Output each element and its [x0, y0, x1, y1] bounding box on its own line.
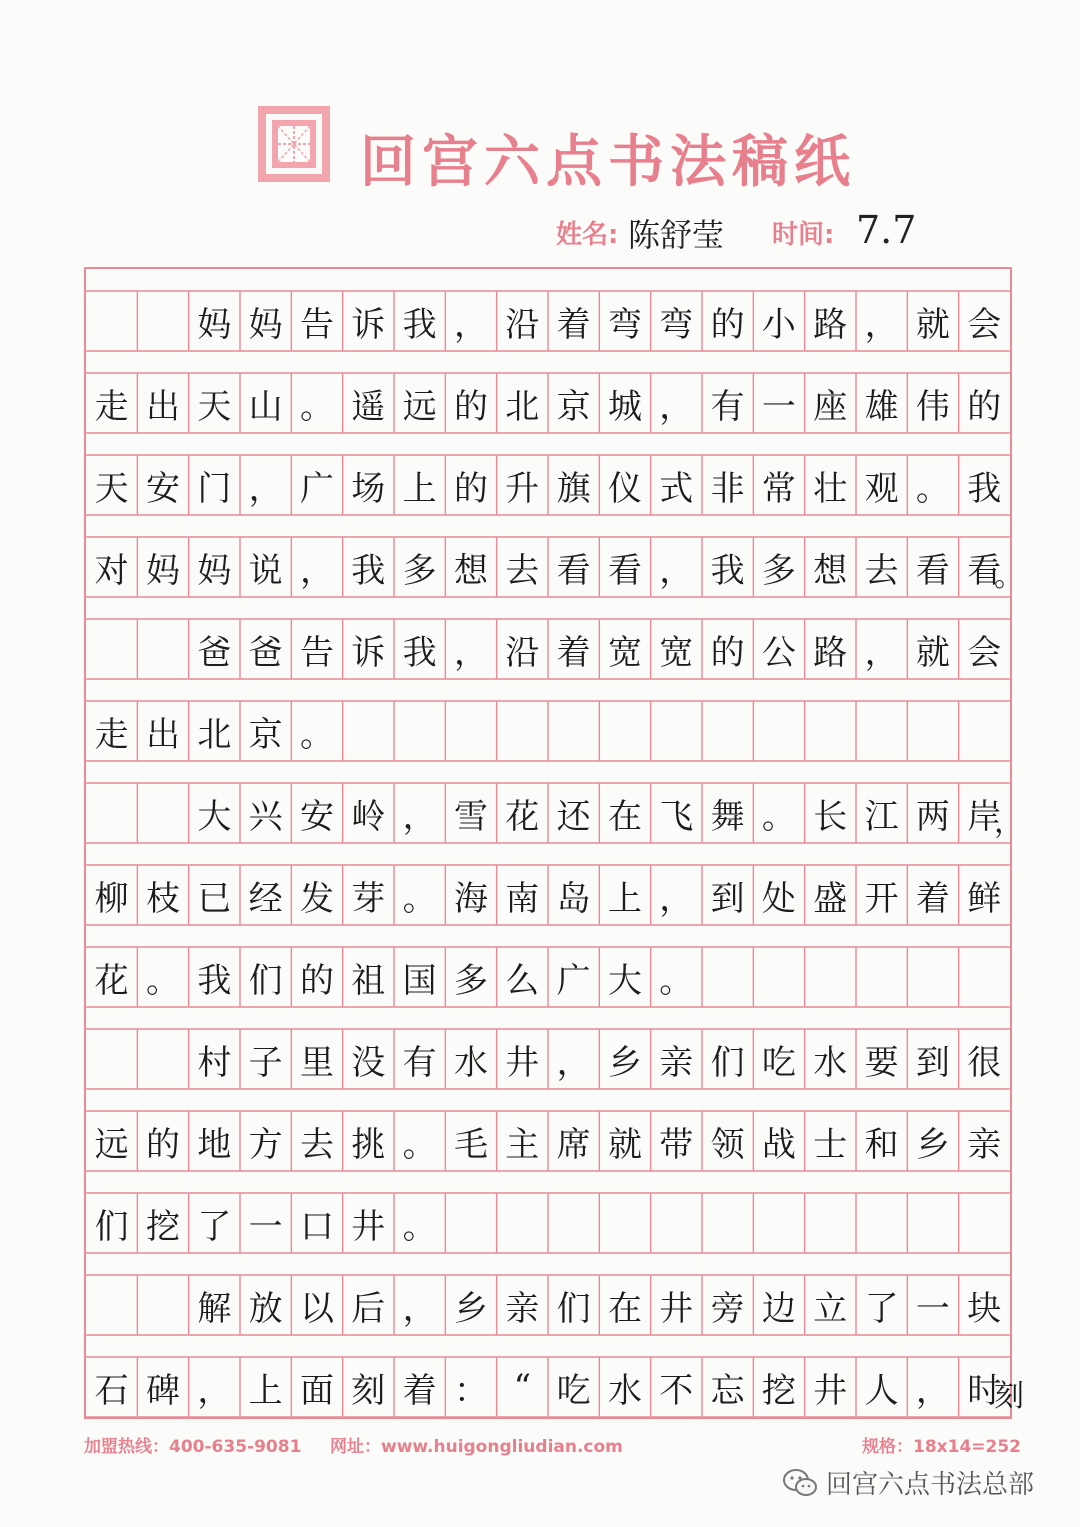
grid-cell: 了: [197, 1206, 232, 1247]
grid-cell: 远: [402, 386, 437, 427]
grid-cell: 。: [299, 386, 334, 427]
grid-cell: 上: [248, 1370, 283, 1411]
overflow-punctuation: ，: [994, 805, 1024, 840]
wechat-icon: [782, 1468, 818, 1498]
grid-cell: 升: [505, 468, 540, 509]
name-label: 姓名:: [556, 220, 619, 250]
footer-website: 网址：www.huigongliudian.com: [330, 1437, 623, 1457]
grid-cell: 发: [299, 878, 334, 919]
grid-cell: 水: [813, 1042, 848, 1083]
grid-cell: 说: [248, 550, 283, 591]
grid-cell: 出: [145, 386, 180, 427]
grid-cell: ，: [402, 1288, 437, 1329]
grid-cell: 以: [299, 1288, 334, 1329]
grid-cell: 广: [299, 468, 334, 509]
grid-cell: 遥: [351, 386, 386, 427]
grid-cell: 京: [556, 386, 591, 427]
grid-cell: [497, 701, 548, 761]
grid-cell: 井: [659, 1288, 694, 1329]
grid-cell: 门: [197, 468, 232, 509]
grid-cell: 雄: [864, 386, 899, 427]
grid-cell: 弯: [659, 304, 694, 345]
grid-row: [86, 455, 1010, 515]
grid-cell: 非: [710, 468, 745, 509]
grid-cell: ，: [556, 1042, 591, 1083]
grid-cell: 处: [761, 878, 796, 919]
grid-cell: 们: [94, 1206, 129, 1247]
grid-cell: [343, 701, 394, 761]
grid-cell: 着: [556, 632, 591, 673]
grid-cell: 长: [813, 796, 848, 837]
grid-cell: 岭: [351, 796, 386, 837]
grid-cell: 常: [761, 468, 796, 509]
grid-cell: 大: [197, 796, 232, 837]
grid-cell: [445, 1193, 496, 1253]
grid-cell: 就: [915, 304, 950, 345]
grid-cell: ，: [453, 304, 488, 345]
grid-cell: 沿: [505, 304, 540, 345]
grid-cell: 南: [505, 878, 540, 919]
grid-cell: 一: [915, 1288, 950, 1329]
grid-cell: [959, 1193, 1010, 1253]
grid-cell: 块: [967, 1288, 1002, 1329]
grid-cell: 没: [351, 1042, 386, 1083]
grid-cell: 。: [402, 1124, 437, 1165]
grid-cell: 碑: [145, 1370, 180, 1411]
grid-cell: 公: [761, 632, 796, 673]
grid-cell: 主: [505, 1124, 540, 1165]
grid-cell: 多: [402, 550, 437, 591]
grid-cell: 的: [710, 304, 745, 345]
grid-cell: 挑: [351, 1124, 386, 1165]
grid-cell: 妈: [197, 550, 232, 591]
grid-cell: 。: [659, 960, 694, 1001]
grid-cell: [548, 1193, 599, 1253]
grid-cell: 上: [607, 878, 642, 919]
grid-cell: 去: [505, 550, 540, 591]
grid-cell: 旁: [710, 1288, 745, 1329]
grid-cell: ，: [659, 878, 694, 919]
grid-cell: 走: [94, 386, 129, 427]
grid-cell: 雪: [453, 796, 488, 837]
grid-cell: 还: [556, 796, 591, 837]
grid-row: [86, 1275, 1010, 1335]
grid-cell: 亲: [967, 1124, 1002, 1165]
grid-cell: 挖: [761, 1370, 796, 1411]
grid-cell: [497, 1193, 548, 1253]
writing-grid: [84, 267, 1024, 1419]
grid-row: [86, 1193, 1010, 1253]
grid-cell: 到: [915, 1042, 950, 1083]
grid-row: [86, 373, 1010, 433]
grid-cell: 的: [967, 386, 1002, 427]
grid-cell: 去: [864, 550, 899, 591]
grid-cell: 要: [864, 1042, 899, 1083]
grid-cell: 吃: [761, 1042, 796, 1083]
grid-cell: 。: [761, 796, 796, 837]
grid-cell: 么: [505, 960, 540, 1001]
grid-cell: [445, 701, 496, 761]
grid-row: [86, 783, 1024, 843]
grid-cell: 枝: [145, 878, 180, 919]
grid-cell: [907, 701, 958, 761]
grid-cell: 祖: [351, 960, 386, 1001]
grid-cell: 的: [299, 960, 334, 1001]
grid-cell: [86, 1275, 137, 1335]
grid-cell: 我: [197, 960, 232, 1001]
grid-cell: 妈: [248, 304, 283, 345]
grid-cell: 吃: [556, 1370, 591, 1411]
grid-cell: 海: [453, 878, 488, 919]
grid-cell: 乡: [453, 1288, 488, 1329]
grid-cell: 了: [864, 1288, 899, 1329]
grid-cell: 着: [915, 878, 950, 919]
grid-row: [86, 537, 1024, 597]
grid-cell: 开: [864, 878, 899, 919]
grid-cell: [599, 701, 650, 761]
grid-cell: [907, 947, 958, 1007]
overflow-punctuation: 刻: [994, 1379, 1024, 1414]
grid-cell: 不: [659, 1370, 694, 1411]
grid-cell: 场: [351, 468, 386, 509]
grid-cell: 一: [248, 1206, 283, 1247]
grid-cell: 江: [864, 796, 899, 837]
grid-cell: ，: [659, 386, 694, 427]
grid-cell: 妈: [145, 550, 180, 591]
grid-row: [86, 1029, 1010, 1089]
grid-cell: 宽: [659, 632, 694, 673]
overflow-punctuation: 。: [994, 559, 1024, 594]
grid-cell: 座: [813, 386, 848, 427]
grid-cell: 口: [299, 1206, 334, 1247]
grid-cell: 路: [813, 632, 848, 673]
grid-cell: 对: [94, 550, 129, 591]
grid-cell: 有: [710, 386, 745, 427]
grid-cell: 挖: [145, 1206, 180, 1247]
grid-cell: ，: [864, 304, 899, 345]
grid-cell: 上: [402, 468, 437, 509]
grid-cell: 里: [299, 1042, 334, 1083]
grid-cell: 广: [556, 960, 591, 1001]
grid-row: [86, 947, 1010, 1007]
grid-cell: 我: [402, 632, 437, 673]
grid-cell: 后: [351, 1288, 386, 1329]
grid-cell: 有: [402, 1042, 437, 1083]
grid-cell: 国: [402, 960, 437, 1001]
grid-cell: 两: [915, 796, 950, 837]
grid-cell: 看: [556, 550, 591, 591]
grid-cell: 伟: [915, 386, 950, 427]
grid-cell: [137, 291, 188, 351]
grid-cell: 远: [94, 1124, 129, 1165]
grid-cell: 战: [761, 1124, 796, 1165]
grid-cell: [753, 1193, 804, 1253]
grid-cell: [137, 783, 188, 843]
grid-cell: 会: [967, 632, 1002, 673]
grid-cell: [702, 1193, 753, 1253]
grid-cell: 乡: [607, 1042, 642, 1083]
grid-cell: 面: [299, 1370, 334, 1411]
grid-cell: 多: [453, 960, 488, 1001]
grid-cell: [86, 783, 137, 843]
grid-cell: 的: [453, 386, 488, 427]
wechat-account-name: 回宫六点书法总部: [826, 1470, 1035, 1500]
grid-cell: ，: [915, 1370, 950, 1411]
grid-cell: [702, 701, 753, 761]
grid-cell: [959, 947, 1010, 1007]
grid-row: [86, 1111, 1010, 1171]
grid-cell: 。: [299, 714, 334, 755]
grid-cell: 式: [659, 468, 694, 509]
grid-cell: 地: [197, 1124, 232, 1165]
grid-cell: 水: [607, 1370, 642, 1411]
grid-cell: 子: [248, 1042, 283, 1083]
grid-cell: 诉: [351, 632, 386, 673]
grid-cell: 在: [607, 796, 642, 837]
grid-cell: 告: [299, 304, 334, 345]
grid-cell: 看: [915, 550, 950, 591]
grid-cell: 安: [299, 796, 334, 837]
grid-cell: [86, 619, 137, 679]
grid-cell: [651, 1193, 702, 1253]
grid-cell: ，: [197, 1370, 232, 1411]
grid-cell: 我: [402, 304, 437, 345]
name-value: 陈舒莹: [628, 216, 725, 254]
grid-cell: ，: [299, 550, 334, 591]
grid-cell: [907, 1193, 958, 1253]
grid-cell: 的: [145, 1124, 180, 1165]
grid-cell: 石: [94, 1370, 129, 1411]
grid-cell: 和: [864, 1124, 899, 1165]
grid-row: [86, 619, 1010, 679]
grid-cell: 岛: [556, 878, 591, 919]
grid-cell: 会: [967, 304, 1002, 345]
grid-cell: 芽: [351, 878, 386, 919]
grid-row: [86, 865, 1010, 925]
grid-cell: [137, 1275, 188, 1335]
grid-cell: 天: [197, 386, 232, 427]
grid-cell: 想: [453, 550, 488, 591]
grid-cell: 在: [607, 1288, 642, 1329]
grid-cell: 乡: [915, 1124, 950, 1165]
time-value: 7.7: [856, 208, 917, 252]
grid-cell: [86, 1029, 137, 1089]
grid-cell: 解: [197, 1288, 232, 1329]
grid-cell: 柳: [94, 878, 129, 919]
grid-cell: 沿: [505, 632, 540, 673]
grid-cell: [959, 701, 1010, 761]
grid-cell: [753, 701, 804, 761]
grid-cell: 士: [813, 1124, 848, 1165]
grid-cell: 天: [94, 468, 129, 509]
grid-cell: 山: [248, 386, 283, 427]
grid-cell: 想: [813, 550, 848, 591]
grid-cell: 刻: [351, 1370, 386, 1411]
grid-cell: 着: [402, 1370, 437, 1411]
grid-cell: 我: [967, 468, 1002, 509]
grid-cell: 就: [915, 632, 950, 673]
grid-cell: 带: [659, 1124, 694, 1165]
grid-cell: 到: [710, 878, 745, 919]
grid-cell: 京: [248, 714, 283, 755]
grid-cell: 边: [761, 1288, 796, 1329]
grid-cell: 观: [864, 468, 899, 509]
grid-cell: 盛: [813, 878, 848, 919]
grid-cell: ，: [659, 550, 694, 591]
grid-cell: 们: [710, 1042, 745, 1083]
grid-row: [86, 291, 1010, 351]
grid-cell: 安: [145, 468, 180, 509]
grid-cell: 出: [145, 714, 180, 755]
grid-cell: 告: [299, 632, 334, 673]
grid-cell: 方: [248, 1124, 283, 1165]
grid-cell: 很: [967, 1042, 1002, 1083]
grid-cell: 一: [761, 386, 796, 427]
grid-cell: 大: [607, 960, 642, 1001]
grid-cell: 井: [505, 1042, 540, 1083]
grid-cell: [856, 947, 907, 1007]
grid-cell: 小: [761, 304, 796, 345]
grid-cell: 北: [197, 714, 232, 755]
grid-cell: 们: [556, 1288, 591, 1329]
grid-cell: 仪: [607, 468, 642, 509]
grid-cell: 妈: [197, 304, 232, 345]
brand-logo-icon: [256, 104, 332, 184]
grid-cell: 多: [761, 550, 796, 591]
grid-cell: [651, 701, 702, 761]
grid-cell: ，: [248, 468, 283, 509]
grid-cell: 爸: [248, 632, 283, 673]
grid-cell: 毛: [453, 1124, 488, 1165]
grid-cell: [137, 1029, 188, 1089]
grid-cell: 。: [402, 1206, 437, 1247]
grid-cell: 弯: [607, 304, 642, 345]
grid-cell: 岸: [967, 796, 1002, 837]
grid-cell: [137, 619, 188, 679]
grid-cell: [805, 701, 856, 761]
grid-row: [86, 701, 1010, 761]
grid-cell: 旗: [556, 468, 591, 509]
grid-cell: “: [513, 1367, 531, 1407]
grid-cell: 爸: [197, 632, 232, 673]
sheet-title: 回宫六点书法稿纸: [360, 129, 856, 195]
grid-cell: 看: [607, 550, 642, 591]
footer-hotline: 加盟热线：400-635-9081: [84, 1437, 302, 1457]
footer-spec: 规格：18x14=252: [862, 1437, 1022, 1457]
grid-cell: 忘: [710, 1370, 745, 1411]
grid-cell: [753, 947, 804, 1007]
grid-cell: ，: [864, 632, 899, 673]
grid-cell: 诉: [351, 304, 386, 345]
grid-cell: 人: [864, 1370, 899, 1411]
grid-cell: 们: [248, 960, 283, 1001]
grid-cell: [86, 291, 137, 351]
grid-cell: 城: [607, 386, 642, 427]
grid-cell: 放: [248, 1288, 283, 1329]
grid-cell: 村: [197, 1042, 232, 1083]
grid-cell: 。: [145, 960, 180, 1001]
grid-cell: 我: [710, 550, 745, 591]
time-label: 时间:: [772, 220, 835, 250]
grid-cell: ，: [402, 796, 437, 837]
grid-cell: 飞: [659, 796, 694, 837]
grid-cell: [599, 1193, 650, 1253]
grid-cell: 立: [813, 1288, 848, 1329]
grid-cell: [805, 947, 856, 1007]
grid-cell: 鲜: [967, 878, 1002, 919]
grid-cell: 看: [967, 550, 1002, 591]
grid-cell: 领: [710, 1124, 745, 1165]
grid-cell: 时: [967, 1370, 1002, 1411]
grid-cell: 壮: [813, 468, 848, 509]
grid-cell: 的: [710, 632, 745, 673]
grid-cell: 舞: [710, 796, 745, 837]
grid-cell: [548, 701, 599, 761]
grid-cell: 花: [94, 960, 129, 1001]
grid-cell: [702, 947, 753, 1007]
grid-cell: 经: [248, 878, 283, 919]
grid-cell: 亲: [659, 1042, 694, 1083]
grid-cell: 已: [197, 878, 232, 919]
grid-cell: 井: [351, 1206, 386, 1247]
grid-cell: 我: [351, 550, 386, 591]
grid-cell: 。: [915, 468, 950, 509]
grid-cell: 走: [94, 714, 129, 755]
grid-cell: 路: [813, 304, 848, 345]
grid-cell: [856, 1193, 907, 1253]
grid-row: [86, 1357, 1024, 1417]
grid-cell: [394, 701, 445, 761]
grid-cell: ，: [453, 632, 488, 673]
grid-cell: 宽: [607, 632, 642, 673]
grid-cell: 水: [453, 1042, 488, 1083]
grid-cell: 的: [453, 468, 488, 509]
grid-cell: 就: [607, 1124, 642, 1165]
grid-cell: 北: [505, 386, 540, 427]
grid-cell: ：: [453, 1370, 488, 1411]
grid-cell: [856, 701, 907, 761]
grid-cell: 兴: [248, 796, 283, 837]
grid-cell: 去: [299, 1124, 334, 1165]
grid-cell: 。: [402, 878, 437, 919]
grid-cell: 着: [556, 304, 591, 345]
grid-cell: [805, 1193, 856, 1253]
grid-cell: 亲: [505, 1288, 540, 1329]
grid-cell: 井: [813, 1370, 848, 1411]
grid-cell: 花: [505, 796, 540, 837]
grid-cell: 席: [556, 1124, 591, 1165]
wechat-watermark: [782, 1464, 1034, 1501]
